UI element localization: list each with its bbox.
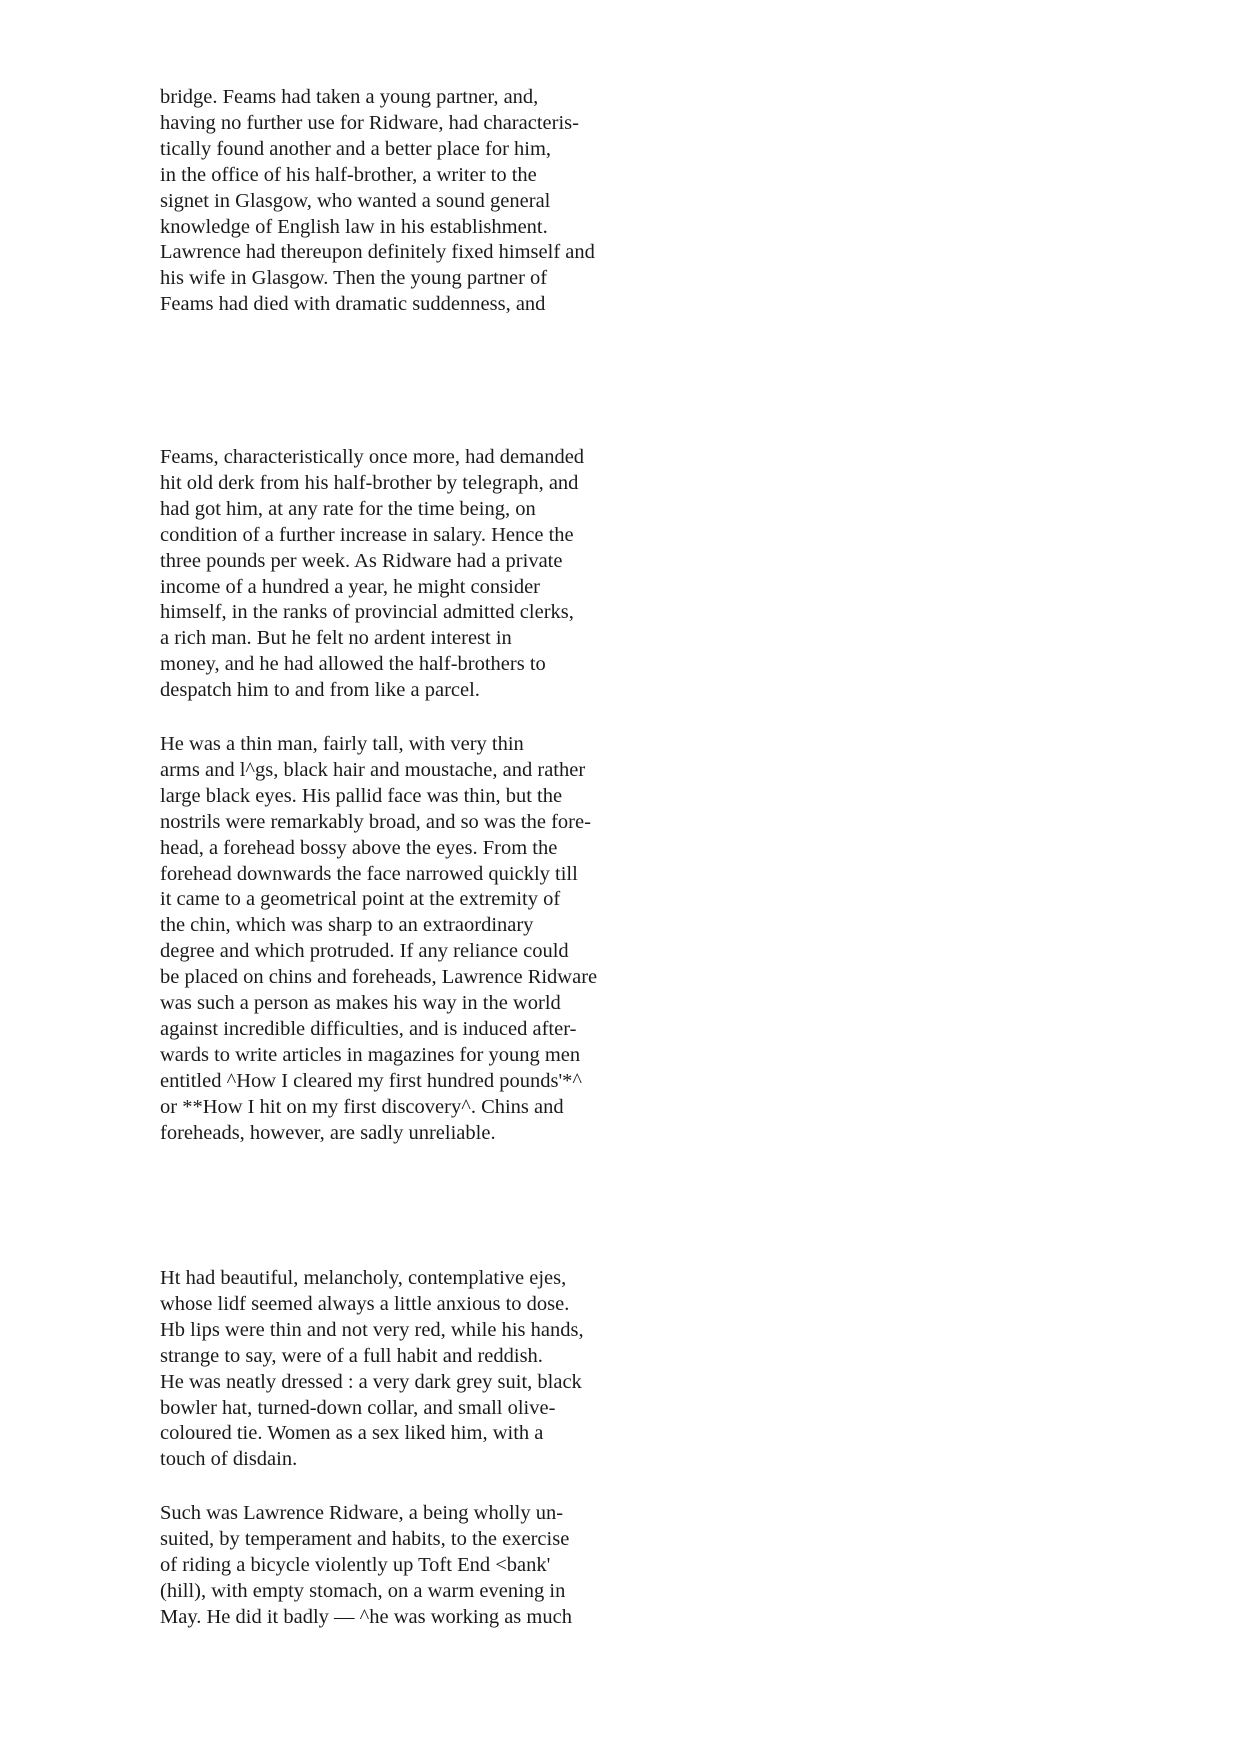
text-line: whose lidf seemed always a little anxious to dose.	[160, 1292, 570, 1315]
text-line: of riding a bicycle violently up Toft End <bank'	[160, 1553, 551, 1576]
text-line: coloured tie. Women as a sex liked him, with a	[160, 1422, 544, 1445]
text-line: entitled ^How I cleared my first hundred pounds'*^	[160, 1069, 583, 1092]
text-line: against incredible difficulties, and is induced after-	[160, 1017, 577, 1040]
text-line: despatch him to and from like a parcel.	[160, 679, 480, 702]
paragraph	[160, 1266, 720, 1473]
text-line: He was neatly dressed : a very dark grey suit, black	[160, 1370, 582, 1393]
text-line: Such was Lawrence Ridware, a being wholly un-	[160, 1502, 564, 1524]
text-line: signet in Glasgow, who wanted a sound general	[160, 189, 551, 212]
text-line: strange to say, were of a full habit and reddish.	[160, 1344, 543, 1367]
text-line: a rich man. But he felt no ardent interest in	[160, 627, 512, 650]
text-line: the chin, which was sharp to an extraordinary	[160, 914, 534, 937]
text-line: money, and he had allowed the half-brothers to	[160, 653, 546, 676]
text-line: bridge. Feams had taken a young partner, and,	[160, 86, 539, 108]
text-line: He was a thin man, fairly tall, with very thin	[160, 733, 524, 755]
text-line: Lawrence had thereupon definitely fixed himself and	[160, 241, 595, 264]
text-line: be placed on chins and foreheads, Lawrence Ridware	[160, 966, 598, 989]
text-line: suited, by temperament and habits, to the exercise	[160, 1527, 570, 1550]
text-line: Feams had died with dramatic suddenness, and	[160, 293, 546, 316]
paragraph	[160, 445, 720, 704]
text-line: large black eyes. His pallid face was thin, but the	[160, 784, 563, 807]
text-line: nostrils were remarkably broad, and so was the fore-	[160, 810, 591, 833]
text-line: income of a hundred a year, he might consider	[160, 575, 541, 598]
text-line: had got him, at any rate for the time being, on	[160, 497, 536, 520]
text-line: was such a person as makes his way in the world	[160, 992, 561, 1015]
text-line: bowler hat, turned-down collar, and small olive-	[160, 1396, 556, 1419]
text-line: three pounds per week. As Ridware had a private	[160, 549, 563, 572]
text-line: having no further use for Ridware, had characteris-	[160, 111, 579, 134]
text-line: it came to a geometrical point at the extremity of	[160, 888, 561, 911]
text-line: foreheads, however, are sadly unreliable.	[160, 1121, 496, 1144]
text-line: condition of a further increase in salary. Hence the	[160, 523, 574, 546]
text-line: Hb lips were thin and not very red, while his hands,	[160, 1318, 584, 1341]
text-line: hit old derk from his half-brother by telegraph, and	[160, 471, 579, 494]
paragraph	[160, 1501, 720, 1631]
paragraph	[160, 85, 720, 318]
text-line: Ht had beautiful, melancholy, contemplative ejes,	[160, 1267, 567, 1289]
text-line: head, a forehead bossy above the eyes. From the	[160, 836, 558, 859]
text-line: degree and which protruded. If any reliance could	[160, 940, 569, 963]
text-line: or **How I hit on my first discovery^. Chins and	[160, 1095, 564, 1118]
text-line: his wife in Glasgow. Then the young partner of	[160, 267, 548, 290]
text-line: knowledge of English law in his establishment.	[160, 215, 548, 238]
text-line: wards to write articles in magazines for young men	[160, 1043, 581, 1066]
text-line: forehead downwards the face narrowed quickly till	[160, 862, 578, 885]
text-line: in the office of his half-brother, a writer to the	[160, 163, 537, 186]
text-line: tically found another and a better place for him,	[160, 137, 552, 160]
text-line: himself, in the ranks of provincial admitted clerks,	[160, 601, 574, 624]
text-line: (hill), with empty stomach, on a warm evening in	[160, 1579, 566, 1602]
text-line: touch of disdain.	[160, 1448, 298, 1471]
paragraph	[160, 732, 720, 1147]
text-line: arms and l^gs, black hair and moustache, and rather	[160, 758, 586, 781]
text-line: May. He did it badly — ^he was working as much	[160, 1605, 572, 1628]
text-line: Feams, characteristically once more, had demanded	[160, 446, 585, 468]
